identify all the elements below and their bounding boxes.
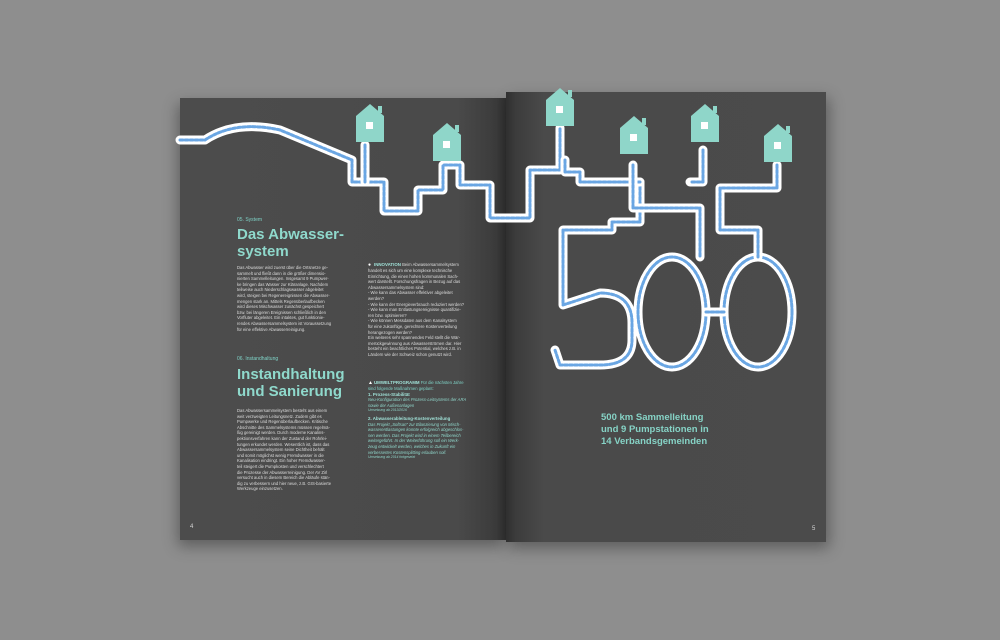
section-title — [237, 366, 345, 400]
body-line: rendes Abwassersammelsystem ist Voraussetzung — [237, 320, 332, 326]
section-label: 06. Instandhaltung — [237, 356, 279, 362]
body-line: Das Abwassersammelsystem besteht aus einem — [237, 408, 328, 413]
item-desc: Neu-Konfiguration des Prozess-Leitsystems der ARA — [368, 397, 467, 403]
body-line: und somit möglichst wenig Fremdwasser in die — [237, 452, 324, 458]
body-line: Das Abwasser wird zuerst über die Ortsnetze ge- — [237, 265, 329, 270]
body-line: ßig gereinigt werden. Durch moderne Kanalins- — [237, 430, 325, 436]
caption-line: 14 Verbandsgemeinden — [601, 436, 708, 447]
body-line: handelt es sich um eine komplexe technische — [368, 268, 453, 273]
item-title: 2. Abwasserableitung-Kostenverteilung — [368, 415, 451, 421]
section-body — [237, 408, 357, 492]
page-number: 5 — [812, 526, 816, 532]
body-line: Einrichtung, die einen hohen kommunalen Sach- — [368, 273, 459, 279]
item-desc: verbessertes Kostensplitting erlauben soll. — [368, 449, 447, 455]
title-line: Das Abwasser- — [237, 226, 344, 243]
umwelt-heading: UMWELTPROGRAMM — [374, 380, 420, 385]
section-label: 05. System — [237, 217, 263, 223]
item-date: Umsetzung ab 2013/2016 — [368, 408, 407, 413]
body-line: wird dieses Mischwasser zunächst gespeichert — [237, 304, 325, 310]
body-line: Abwassersammelsystem sind: — [368, 284, 425, 290]
body-line: mengen stark an. Mittels Regenüberlaufbecken — [237, 298, 325, 304]
page-number: 4 — [190, 524, 194, 530]
section-body — [237, 265, 357, 332]
body-line: pektionsverfahren kann der Zustand der Rohrlei- — [237, 435, 328, 441]
body-line: tungen erkundet werden. Wesentlich ist, dass das — [237, 441, 330, 447]
item-desc: sowie der Außenanlagen — [368, 402, 415, 408]
item-desc: Das Projekt „Softsan" zur Bilanzierung von Misch- — [368, 421, 461, 427]
body-line: teil steigert die Pumpkosten und verschlechtert — [237, 463, 324, 469]
recycle-icon: ▲ — [368, 380, 373, 386]
innovation-box — [368, 262, 493, 358]
item-title: 1. Prozess-Stabilität — [368, 391, 410, 397]
item-desc: wasserentlastungen konnte erfolgreich abgeschlos- — [368, 427, 464, 433]
right-page — [506, 92, 826, 542]
body-line: Ländern wie der Schweiz schon genutzt wird. — [368, 351, 453, 357]
item-desc: sen werden. Das Projekt wird in einem Teilbereich — [368, 432, 461, 438]
body-line: wert darstellt. Forschungsfragen in Bezug auf das — [368, 279, 461, 285]
innovation-heading: INNOVATION — [374, 262, 401, 267]
body-line: ke bringen das Wasser zur Kläranlage. Nachdem — [237, 281, 329, 287]
body-line: Pumpwerke und Regenüberlaufbecken. Kritische — [237, 419, 328, 425]
body-line: Beim Abwassersammelsystem — [402, 262, 459, 267]
body-line: Vorfluter abgeleitet. Ein intaktes, gut funktionie- — [237, 315, 325, 321]
body-line: - Wie können Messdaten aus dem Kanalsystem — [368, 318, 457, 324]
body-line: Abschnitte des Sammelsystems müssen regelmä- — [237, 424, 330, 430]
body-line: weit verzweigten Leitungsnetz. Zudem gibt es — [237, 413, 322, 419]
section-title — [237, 226, 344, 260]
body-line: werden? — [368, 295, 385, 301]
body-line: sind folgende Maßnahmen geplant: — [368, 386, 434, 391]
body-line: sammelt und fließt dann in die größer dimensio- — [237, 270, 326, 276]
body-line: versucht auch in diesem Bereich die Abläufe stän- — [237, 475, 330, 481]
body-line: die Prozesse der Abwasserreinigung. Der AV Zirl — [237, 469, 328, 475]
body-line: dig zu verbessern und hier neue, z.B. GIS-basierte — [237, 480, 332, 486]
body-line: herangezogen werden? — [368, 329, 413, 335]
bulb-icon: ● — [368, 262, 372, 268]
body-line: Ein weiteres sehr spannendes Feld stellt die Wär- — [368, 335, 461, 341]
title-line: Instandhaltung — [237, 366, 345, 383]
body-line: - Wie kann der Energieverbrauch reduziert werden? — [368, 301, 465, 307]
title-line: und Sanierung — [237, 383, 342, 400]
item-date: Umsetzung ab 2014 fortgesetzt — [368, 455, 416, 460]
item-desc: weitergeführt. In der Weiterführung soll ein Werk- — [368, 438, 460, 444]
caption-line: 500 km Sammelleitung — [601, 412, 704, 423]
caption-line: und 9 Pumpstationen in — [601, 424, 709, 435]
body-line: - Wie kann das Abwasser effektiver abgeleitet — [368, 290, 453, 296]
body-line: teilweise auch Niederschlagswasser abgeleitet — [237, 287, 324, 293]
body-line: Kanalisation eindringt. Ein hoher Fremdwasser- — [237, 458, 326, 464]
item-desc: zeug entwickelt werden, welches in Zukunft ein — [368, 443, 456, 449]
body-line: merückgewinnung aus Abwasserströmen dar. Hier — [368, 340, 462, 346]
body-line: ren bzw. optimieren? — [368, 312, 407, 318]
body-line: nierten Sammelleitungen. Insgesamt 9 Pumpwer- — [237, 276, 329, 282]
body-line: wird, steigen bei Regenereignissen die Abwasser- — [237, 292, 330, 298]
umwelt-box — [368, 380, 493, 461]
body-line: bzw. bei längeren Ereignissen schließlich in den — [237, 309, 326, 315]
body-line: Werkzeuge einzusetzen. — [237, 486, 283, 492]
body-line: besteht ein beachtliches Potential, welches z.B. in — [368, 346, 461, 352]
body-line: für eine effektive Abwasserreinigung. — [237, 326, 306, 332]
body-line: - Wie kann man Entlastungsereignisse quantifizie- — [368, 307, 461, 313]
body-line: Für die nächsten Jahre — [420, 380, 464, 385]
body-line: für eine zukünftige, gerechtere Kostenverteilung — [368, 323, 457, 329]
title-line: system — [237, 243, 289, 260]
stat-caption — [601, 412, 709, 448]
body-line: Abwassersammelsystem seine Dichtheit behält — [237, 447, 325, 453]
